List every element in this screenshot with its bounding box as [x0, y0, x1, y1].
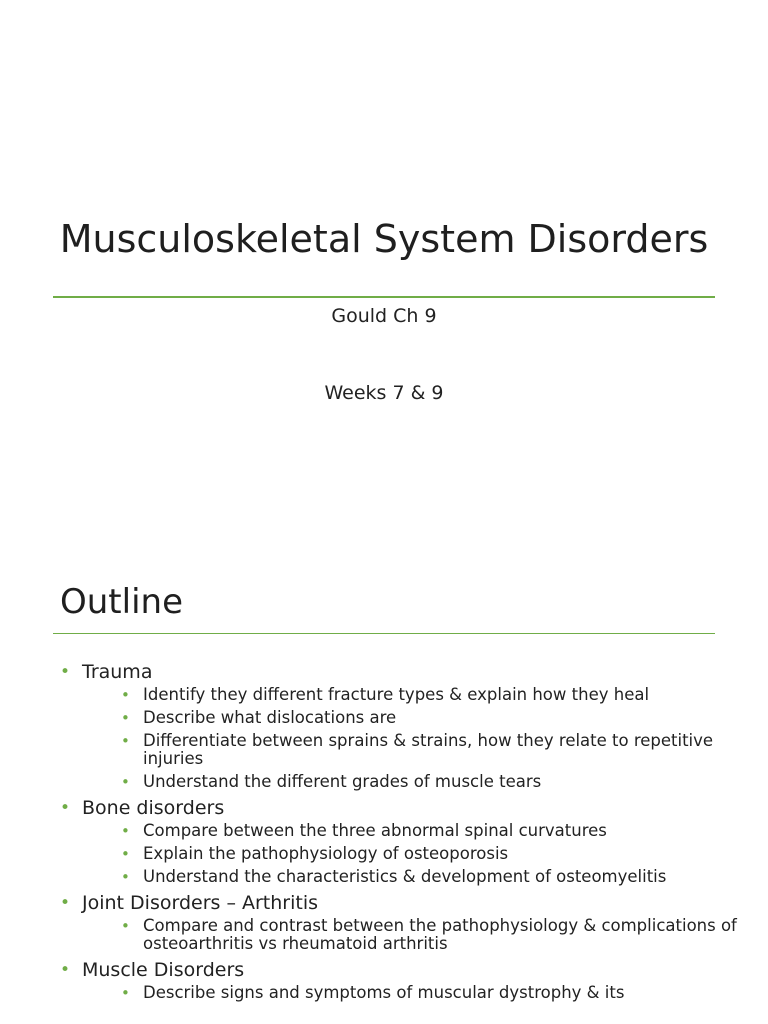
title-divider: [53, 296, 715, 298]
slide-title: Musculoskeletal System Disorders: [59, 217, 709, 261]
section-items: [82, 917, 740, 953]
outline-section-muscle: [60, 958, 740, 1002]
bullet-icon: •: [60, 798, 71, 818]
list-item: • Explain the pathophysiology of osteoporosis: [121, 844, 509, 863]
outline-section-joint: [60, 891, 740, 953]
outline-divider: [53, 633, 715, 634]
bullet-icon: •: [121, 773, 130, 791]
section-heading: Joint Disorders – Arthritis: [82, 892, 319, 914]
bullet-icon: •: [121, 686, 130, 704]
section-items: [82, 984, 740, 1002]
bullet-icon: •: [121, 732, 130, 750]
section-items: [82, 686, 740, 791]
bullet-icon: •: [121, 917, 130, 935]
bullet-icon: •: [121, 984, 130, 1002]
bullet-icon: •: [121, 868, 130, 886]
subtitle-weeks: Weeks 7 & 9: [324, 382, 444, 404]
bullet-icon: •: [60, 893, 71, 913]
outline-title: Outline: [60, 582, 184, 622]
bullet-icon: •: [121, 709, 130, 727]
outline-section-bone: [60, 796, 740, 886]
subtitle-chapter: Gould Ch 9: [331, 305, 437, 327]
section-items: [82, 822, 740, 886]
list-item: • Understand the characteristics & development of osteomyelitis: [121, 867, 667, 886]
section-heading: Muscle Disorders: [82, 959, 245, 981]
list-item: • Compare between the three abnormal spinal curvatures: [121, 821, 607, 840]
section-heading: Bone disorders: [82, 797, 225, 819]
bullet-icon: •: [121, 822, 130, 840]
bullet-icon: •: [121, 845, 130, 863]
list-item: • Describe what dislocations are: [121, 708, 397, 727]
list-item: • Describe signs and symptoms of muscular dystrophy & its: [121, 983, 625, 1002]
section-heading: Trauma: [82, 661, 153, 683]
list-item: • Differentiate between sprains & strains, how they relate to repetitive injuries: [121, 731, 714, 768]
outline-list: [60, 660, 740, 1007]
outline-section-trauma: [60, 660, 740, 791]
list-item: • Understand the different grades of muscle tears: [121, 772, 542, 791]
outline-slide: [0, 540, 768, 1024]
bullet-icon: •: [60, 662, 71, 682]
list-item: • Identify they different fracture types & explain how they heal: [121, 685, 650, 704]
list-item: • Compare and contrast between the pathophysiology & complications of osteoarthritis vs rheumatoid arthritis: [121, 916, 737, 953]
bullet-icon: •: [60, 960, 71, 980]
